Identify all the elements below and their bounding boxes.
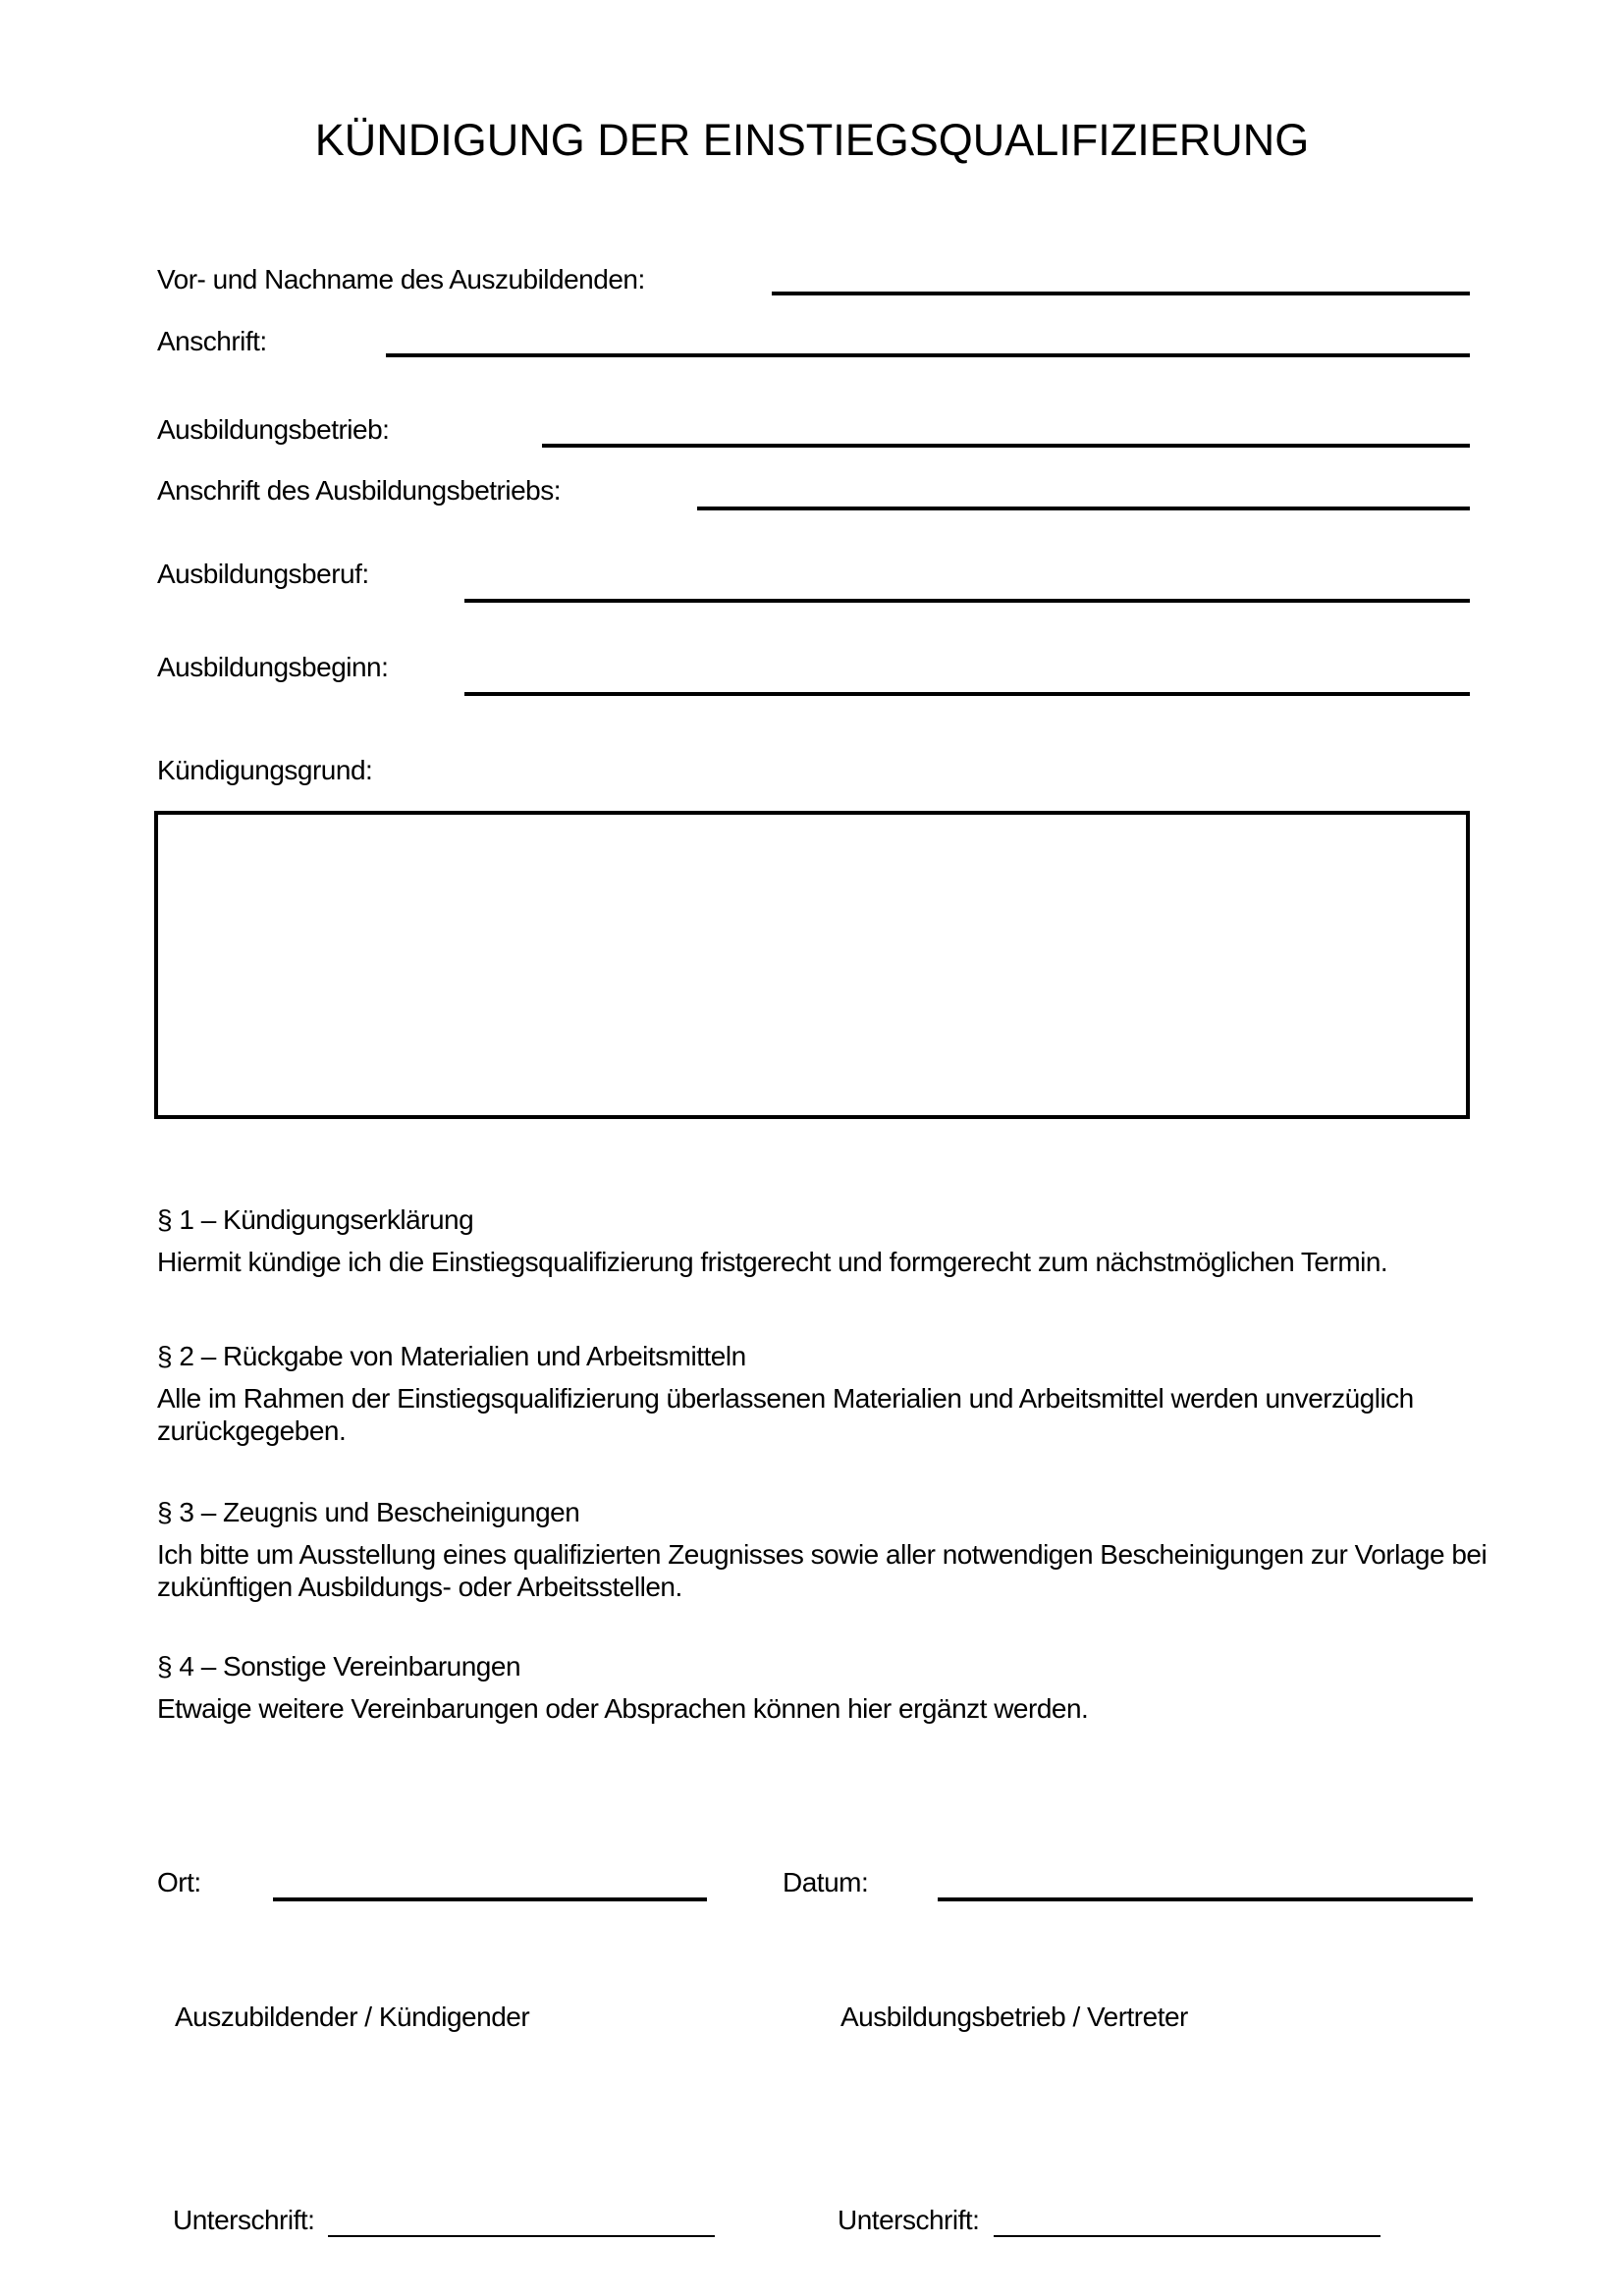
page-title: KÜNDIGUNG DER EINSTIEGSQUALIFIZIERUNG [314,115,1310,165]
signature-role-right: Ausbildungsbetrieb / Vertreter [840,2002,1188,2032]
section-3-heading: § 3 – Zeugnis und Bescheinigungen [157,1497,580,1527]
section-4-heading: § 4 – Sonstige Vereinbarungen [157,1651,521,1682]
signature-role-left: Auszubildender / Kündigender [175,2002,530,2032]
field-line-ausbildungsbetrieb[interactable] [542,444,1470,448]
unterschrift-left-line[interactable] [328,2235,715,2237]
ort-label: Ort: [157,1867,201,1897]
section-1-heading: § 1 – Kündigungserklärung [157,1204,474,1235]
datum-label: Datum: [783,1867,869,1897]
field-label-kuendigungsgrund: Kündigungsgrund: [157,755,373,785]
section-1-body: Hiermit kündige ich die Einstiegsqualifizierung fristgerecht und formgerecht zum nächstmöglichen Termin. [157,1247,1388,1277]
field-label-anschrift: Anschrift: [157,326,267,356]
datum-input-line[interactable] [938,1897,1473,1901]
section-2-heading: § 2 – Rückgabe von Materialien und Arbeitsmitteln [157,1341,746,1371]
field-label-ausbildungsberuf: Ausbildungsberuf: [157,559,369,589]
field-line-ausbildungsberuf[interactable] [464,599,1470,603]
unterschrift-right-label: Unterschrift: [838,2205,980,2235]
field-line-azubi-name[interactable] [772,292,1470,295]
field-line-anschrift[interactable] [386,353,1470,357]
field-label-ausbildungsbetrieb: Ausbildungsbetrieb: [157,414,390,445]
field-label-ausbildungsbeginn: Ausbildungsbeginn: [157,652,389,682]
section-2-body: Alle im Rahmen der Einstiegsqualifizierung überlassenen Materialien und Arbeitsmittel werden unverzüglich zurückgegeben. [157,1383,1414,1446]
field-label-anschrift-betrieb: Anschrift des Ausbildungsbetriebs: [157,475,562,506]
field-label-azubi-name: Vor- und Nachname des Auszubildenden: [157,264,645,294]
field-line-anschrift-betrieb[interactable] [697,507,1470,510]
unterschrift-left-label: Unterschrift: [173,2205,315,2235]
field-line-ausbildungsbeginn[interactable] [464,692,1470,696]
section-3-body: Ich bitte um Ausstellung eines qualifizierten Zeugnisses sowie aller notwendigen Bescheinigungen zur Vorlage bei zukünftigen Ausbildungs- oder Arbeitsstellen. [157,1539,1488,1602]
section-4-body: Etwaige weitere Vereinbarungen oder Absprachen können hier ergänzt werden. [157,1693,1089,1724]
unterschrift-right-line[interactable] [994,2235,1380,2237]
ort-input-line[interactable] [273,1897,707,1901]
kuendigungsgrund-input-box[interactable] [154,811,1470,1119]
